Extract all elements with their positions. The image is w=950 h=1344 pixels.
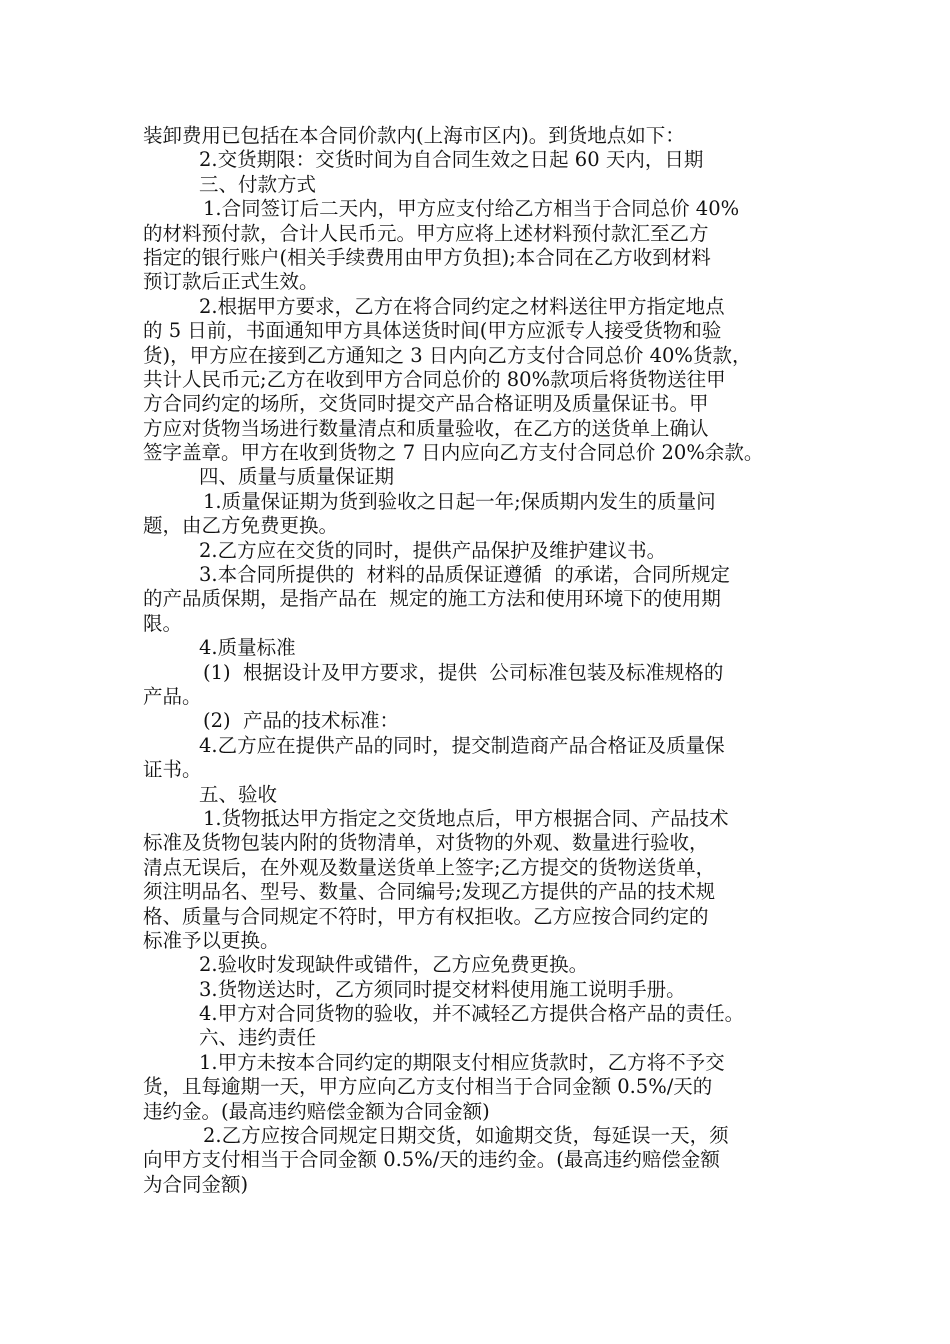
text-line: 违约金。(最高违约赔偿金额为合同金额) bbox=[143, 1099, 490, 1123]
text-line: 1.甲方未按本合同约定的期限支付相应货款时，乙方将不予交 bbox=[199, 1050, 725, 1074]
text-line: 四、质量与质量保证期 bbox=[199, 465, 395, 489]
text-line: 1.合同签订后二天内，甲方应支付给乙方相当于合同总价 40% bbox=[203, 197, 740, 221]
contract-body-text bbox=[143, 124, 819, 1197]
text-line: 的材料预付款，合计人民币元。甲方应将上述材料预付款汇至乙方 bbox=[143, 221, 709, 245]
text-line: 签字盖章。甲方在收到货物之 7 日内应向乙方支付合同总价 20%余款。 bbox=[143, 441, 764, 465]
text-line: 的产品质保期，是指产品在 规定的施工方法和使用环境下的使用期 bbox=[143, 587, 721, 611]
text-line: 清点无误后，在外观及数量送货单上签字;乙方提交的货物送货单， bbox=[143, 855, 716, 879]
text-line: 方应对货物当场进行数量清点和质量验收，在乙方的送货单上确认 bbox=[143, 416, 709, 440]
text-line: 2.根据甲方要求，乙方在将合同约定之材料送往甲方指定地点 bbox=[199, 294, 725, 318]
text-line: 4.乙方应在提供产品的同时，提交制造商产品合格证及质量保 bbox=[199, 733, 725, 757]
text-line: 限。 bbox=[143, 611, 183, 635]
text-line: (2) 产品的技术标准： bbox=[203, 709, 400, 733]
text-line: 产品。 bbox=[143, 684, 202, 708]
text-line: 格、质量与合同规定不符时，甲方有权拒收。乙方应按合同约定的 bbox=[143, 904, 709, 928]
text-line: 装卸费用已包括在本合同价款内(上海市区内)。到货地点如下： bbox=[143, 124, 685, 147]
text-line: 货，且每逾期一天，甲方应向乙方支付相当于合同金额 0.5%/天的 bbox=[143, 1075, 713, 1099]
text-line: 题，由乙方免费更换。 bbox=[143, 514, 339, 538]
text-line: 标准予以更换。 bbox=[143, 928, 280, 952]
text-line: 3.本合同所提供的 材料的品质保证遵循 的承诺，合同所规定 bbox=[199, 563, 730, 587]
text-line: 2.验收时发现缺件或错件，乙方应免费更换。 bbox=[199, 953, 589, 977]
text-line: 货)，甲方应在接到乙方通知之 3 日内向乙方支付合同总价 40%货款， bbox=[143, 343, 752, 367]
text-line: 1.质量保证期为货到验收之日起一年;保质期内发生的质量问 bbox=[203, 489, 716, 513]
text-line: 2.乙方应按合同规定日期交货，如逾期交货，每延误一天，须 bbox=[203, 1124, 729, 1148]
text-line: 五、验收 bbox=[199, 782, 278, 806]
text-line: 3.货物送达时，乙方须同时提交材料使用施工说明手册。 bbox=[199, 977, 686, 1001]
text-line: 方合同约定的场所，交货同时提交产品合格证明及质量保证书。甲 bbox=[143, 392, 709, 416]
text-line: 证书。 bbox=[143, 758, 202, 782]
text-line: (1) 根据设计及甲方要求，提供 公司标准包装及标准规格的 bbox=[203, 660, 724, 684]
text-line: 1.货物抵达甲方指定之交货地点后，甲方根据合同、产品技术 bbox=[203, 806, 729, 830]
text-line: 指定的银行账户(相关手续费用由甲方负担);本合同在乙方收到材料 bbox=[143, 245, 711, 269]
text-line: 2.乙方应在交货的同时，提供产品保护及维护建议书。 bbox=[199, 538, 667, 562]
text-line: 标准及货物包装内附的货物清单，对货物的外观、数量进行验收， bbox=[143, 831, 709, 855]
text-line: 共计人民币元;乙方在收到甲方合同总价的 80%款项后将货物送往甲 bbox=[143, 367, 726, 391]
text-line: 向甲方支付相当于合同金额 0.5%/天的违约金。(最高违约赔偿金额 bbox=[143, 1148, 720, 1172]
text-line: 4.甲方对合同货物的验收，并不减轻乙方提供合格产品的责任。 bbox=[199, 1002, 745, 1026]
text-line: 4.质量标准 bbox=[199, 636, 296, 660]
text-line: 预订款后正式生效。 bbox=[143, 270, 319, 294]
text-line: 六、违约责任 bbox=[199, 1026, 317, 1050]
text-line: 的 5 日前，书面通知甲方具体送货时间(甲方应派专人接受货物和验 bbox=[143, 319, 722, 343]
text-line: 为合同金额) bbox=[143, 1172, 249, 1196]
text-line: 三、付款方式 bbox=[199, 172, 317, 196]
text-line: 须注明品名、型号、数量、合同编号;发现乙方提供的产品的技术规 bbox=[143, 880, 716, 904]
text-line: 2.交货期限：交货时间为自合同生效之日起 60 天内，日期 bbox=[199, 148, 704, 172]
